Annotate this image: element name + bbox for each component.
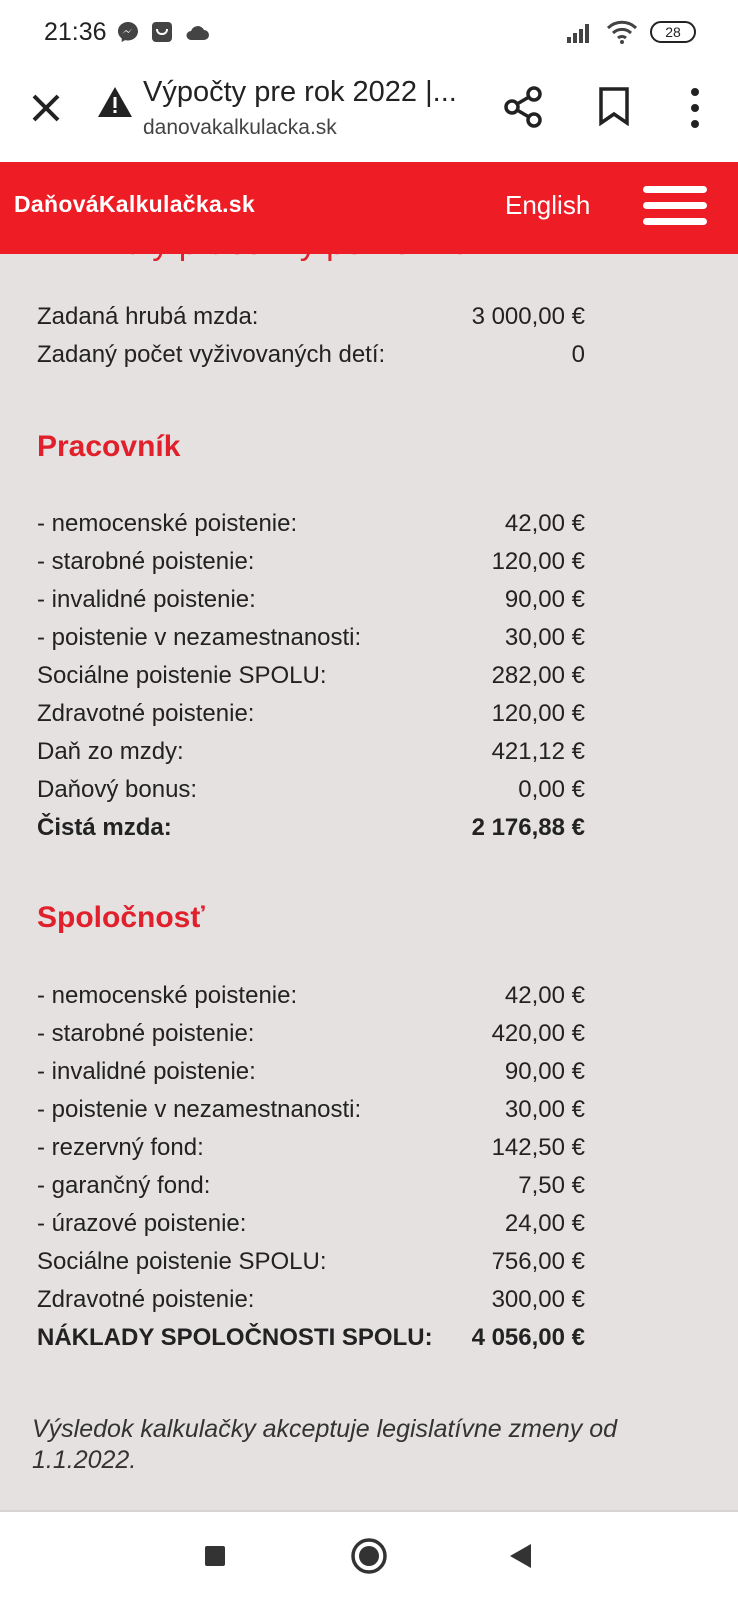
employee-section-title: Pracovník: [37, 430, 181, 463]
row-value: 30,00 €: [504, 624, 585, 651]
input-row-gross-wage: [37, 303, 585, 341]
site-header: [0, 162, 738, 254]
row-label: Zadaná hrubá mzda:: [37, 303, 259, 330]
row-value: 282,00 €: [491, 662, 585, 689]
row-label: - invalidné poistenie:: [37, 1058, 256, 1085]
status-bar: [0, 0, 738, 66]
row-label: Daň zo mzdy:: [37, 738, 184, 765]
row-label: - rezervný fond:: [37, 1134, 204, 1161]
recents-square-icon[interactable]: [191, 1532, 239, 1580]
row-label: Sociálne poistenie SPOLU:: [37, 1248, 327, 1275]
row-label: - garančný fond:: [37, 1172, 211, 1199]
row-value: 90,00 €: [504, 1058, 585, 1085]
row-label: - nemocenské poistenie:: [37, 510, 298, 537]
employee-total-row: [37, 814, 585, 852]
browser-toolbar: [0, 66, 738, 162]
company-row: [37, 1172, 585, 1210]
hamburger-icon[interactable]: [643, 186, 707, 230]
page-domain[interactable]: danovakalkulacka.sk: [143, 116, 337, 139]
system-nav-bar: [0, 1510, 738, 1600]
employee-row: [37, 700, 585, 738]
row-value: 0,00 €: [518, 776, 585, 803]
input-row-children: [37, 341, 585, 379]
row-label: Zadaný počet vyživovaných detí:: [37, 341, 386, 368]
wifi-icon: [606, 20, 638, 44]
row-value: 90,00 €: [504, 586, 585, 613]
battery-icon: 28: [650, 21, 696, 43]
cloud-icon: [184, 22, 210, 42]
row-value: 42,00 €: [504, 982, 585, 1009]
more-vert-icon[interactable]: [684, 86, 706, 130]
company-costs-label: NÁKLADY SPOLOČNOSTI SPOLU:: [37, 1324, 433, 1351]
back-triangle-icon[interactable]: [497, 1532, 545, 1580]
row-value: 756,00 €: [491, 1248, 585, 1275]
row-label: - invalidné poistenie:: [37, 586, 256, 613]
company-row: [37, 1134, 585, 1172]
company-total-row: [37, 1324, 585, 1362]
row-label: - starobné poistenie:: [37, 548, 255, 575]
company-row: [37, 1058, 585, 1096]
row-label: Daňový bonus:: [37, 776, 198, 803]
shopping-bag-icon: [150, 20, 174, 44]
share-icon[interactable]: [503, 86, 543, 128]
row-value: 420,00 €: [491, 1020, 585, 1047]
company-costs-value: 4 056,00 €: [471, 1324, 585, 1351]
employee-row: [37, 510, 585, 548]
row-value: 3 000,00 €: [471, 303, 585, 330]
site-logo[interactable]: DaňováKalkulačka.sk: [14, 191, 255, 217]
row-value: 300,00 €: [491, 1286, 585, 1313]
status-time: 21:36: [44, 18, 107, 46]
home-circle-icon[interactable]: [345, 1532, 393, 1580]
row-value: 120,00 €: [491, 700, 585, 727]
messenger-icon: [116, 20, 140, 44]
close-icon[interactable]: [26, 88, 66, 128]
row-value: 42,00 €: [504, 510, 585, 537]
row-label: Zdravotné poistenie:: [37, 700, 255, 727]
company-row: [37, 982, 585, 1020]
footnote: Výsledok kalkulačky akceptuje legislatívne zmeny od 1.1.2022.: [32, 1415, 618, 1474]
row-value: 120,00 €: [491, 548, 585, 575]
page-title[interactable]: Výpočty pre rok 2022 |...: [143, 76, 457, 108]
company-row: [37, 1286, 585, 1324]
row-label: - poistenie v nezamestnanosti:: [37, 1096, 362, 1123]
company-row: [37, 1248, 585, 1286]
row-label: Zdravotné poistenie:: [37, 1286, 255, 1313]
company-row: [37, 1096, 585, 1134]
row-value: 0: [571, 341, 585, 368]
employee-row: [37, 548, 585, 586]
employee-row: [37, 586, 585, 624]
net-wage-value: 2 176,88 €: [471, 814, 585, 841]
employee-row: [37, 624, 585, 662]
company-row: [37, 1210, 585, 1248]
row-label: - starobné poistenie:: [37, 1020, 255, 1047]
row-value: 30,00 €: [504, 1096, 585, 1123]
row-label: - poistenie v nezamestnanosti:: [37, 624, 362, 651]
signal-icon: [566, 21, 594, 43]
company-row: [37, 1020, 585, 1058]
employee-row: [37, 738, 585, 776]
net-wage-label: Čistá mzda:: [37, 814, 172, 841]
row-label: - úrazové poistenie:: [37, 1210, 247, 1237]
row-label: Sociálne poistenie SPOLU:: [37, 662, 327, 689]
bookmark-icon[interactable]: [598, 86, 630, 126]
row-value: 24,00 €: [504, 1210, 585, 1237]
row-value: 421,12 €: [491, 738, 585, 765]
language-link[interactable]: English: [505, 190, 591, 220]
warning-icon[interactable]: [97, 85, 133, 119]
row-value: 142,50 €: [491, 1134, 585, 1161]
employee-row: [37, 776, 585, 814]
row-value: 7,50 €: [518, 1172, 585, 1199]
row-label: - nemocenské poistenie:: [37, 982, 298, 1009]
company-section-title: Spoločnosť: [37, 901, 205, 934]
employee-row: [37, 662, 585, 700]
